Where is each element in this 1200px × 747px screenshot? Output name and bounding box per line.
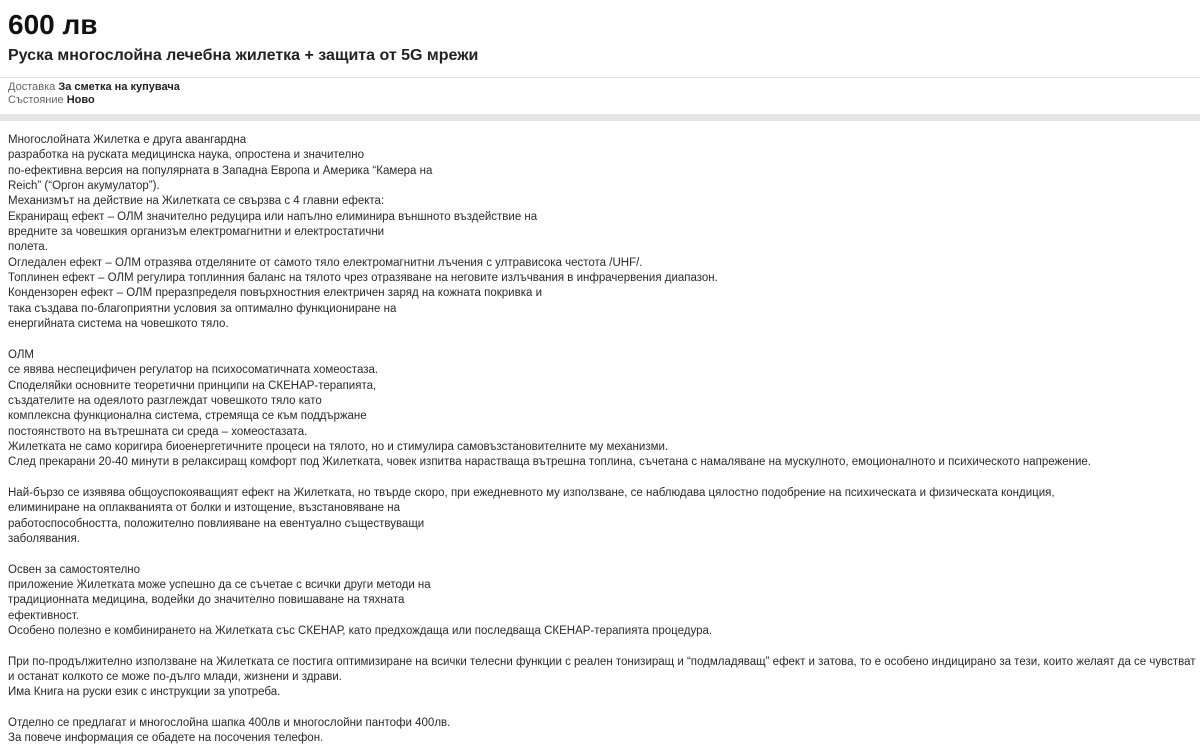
- description-line: Кондензорен ефект – ОЛМ преразпределя повърхностния електричен заряд на кожната покривка и: [8, 287, 543, 300]
- description-line: така създава по-благоприятни условия за оптимално функциониране на: [8, 302, 397, 315]
- description-line: Жилетката не само коригира биоенергетичните процеси на тялото, но и стимулира самовъзстановителните му механизми.: [8, 440, 669, 453]
- description-line: Механизмът на действие на Жилетката се свързва с 4 главни ефекта:: [8, 195, 385, 208]
- description-line: енергийната система на човешкото тяло.: [8, 318, 229, 331]
- description-line: ефективност.: [8, 609, 79, 622]
- description-line: комплексна функционална система, стремяща се към поддържане: [8, 410, 367, 423]
- description-line: Reich” (“Оргон акумулатор”).: [8, 180, 160, 193]
- description-line: [8, 547, 1192, 562]
- condition-value: Ново: [66, 94, 95, 106]
- description-line: Най-бързо се изявява общоуспокояващият ефект на Жилетката, но твърде скоро, при ежедневното му използване, се наблюдава цялостно подобрение на психическата и физическата кондиция,: [8, 486, 1055, 499]
- description-line: приложение Жилетката може успешно да се съчетае с всички други методи на: [8, 578, 431, 591]
- description-line: постоянството на вътрешната си среда – хомеостазата.: [8, 425, 308, 438]
- description-line: При по-продължително използване на Жилетката се постига оптимизиране на всички телесни функции с реален тонизиращ и “подмладяващ” ефект и затова, то е особено индицирано за тези, които желаят да се чувстват: [8, 655, 1196, 668]
- description: [0, 121, 1200, 747]
- description-line: След прекарани 20-40 минути в релаксиращ комфорт под Жилетката, човек изпитва нарастваща вътрешна топлина, съчетана с намаляване на мускулното, емоционалното и психическото напрежение.: [8, 456, 1092, 469]
- description-line: Огледален ефект – ОЛМ отразява отделяните от самото тяло електромагнитни лъчения с ултрависока честота /UHF/.: [8, 256, 643, 269]
- description-line: За повече информация се обадете на посочения телефон.: [8, 732, 324, 745]
- description-line: се явява неспецифичен регулатор на психосоматичната хомеостаза.: [8, 364, 379, 377]
- description-line: ОЛМ: [8, 348, 34, 361]
- description-line: създателите на одеялото разглеждат човешкото тяло като: [8, 394, 322, 407]
- description-line: работоспособността, положително повлияване на евентуално съществуващи: [8, 517, 425, 530]
- description-line: Споделяйки основните теоретични принципи на СКЕНАР-терапията,: [8, 379, 377, 392]
- listing-title: Руска многослойна лечебна жилетка + защита от 5G мрежи: [8, 47, 479, 64]
- description-line: [8, 332, 1192, 347]
- description-line: полета.: [8, 241, 48, 254]
- description-line: Топлинен ефект – ОЛМ регулира топлинния баланс на тялото чрез отразяване на неговите излъчвания в инфрачервения диапазон.: [8, 272, 718, 285]
- price: 600 лв: [8, 9, 98, 40]
- description-line: Има Книга на руски език с инструкции за употреба.: [8, 686, 281, 699]
- description-line: заболявания.: [8, 532, 80, 545]
- section-divider: [0, 114, 1200, 121]
- description-line: Отделно се предлагат и многослойна шапка 400лв и многослойни пантофи 400лв.: [8, 717, 451, 730]
- description-line: Многослойната Жилетка е друга авангардна: [8, 134, 247, 146]
- description-line: по-ефективна версия на популярната в Западна Европа и Америка “Камера на: [8, 164, 433, 177]
- delivery-value: За сметка на купувача: [58, 81, 180, 93]
- description-line: Екраниращ ефект – ОЛМ значително редуцира или напълно елиминира външното въздействие на: [8, 210, 538, 223]
- description-line: Освен за самостоятелно: [8, 563, 141, 576]
- listing-details: [0, 78, 1200, 111]
- description-line: разработка на руската медицинска наука, опростена и значително: [8, 149, 364, 162]
- description-line: вредните за човешкия организъм електромагнитни и електростатични: [8, 226, 385, 239]
- description-line: и останат колкото се може по-дълго млади, жизнени и здрави.: [8, 671, 342, 684]
- description-line: [8, 639, 1192, 654]
- description-line: традиционната медицина, водейки до значително повишаване на тяхната: [8, 594, 405, 607]
- condition-label: Състояние: [8, 94, 64, 106]
- description-line: [8, 471, 1192, 486]
- description-line: [8, 701, 1192, 716]
- condition-row: [8, 94, 1192, 107]
- description-line: Особено полезно е комбинирането на Жилетката със СКЕНАР, като предхождаща или последваща СКЕНАР-терапията процедура.: [8, 625, 713, 637]
- delivery-label: Доставка: [8, 81, 56, 93]
- listing-header: [0, 0, 1200, 67]
- description-line: елиминиране на оплакванията от болки и изтощение, възстановяване на: [8, 502, 400, 515]
- delivery-row: [8, 81, 1192, 94]
